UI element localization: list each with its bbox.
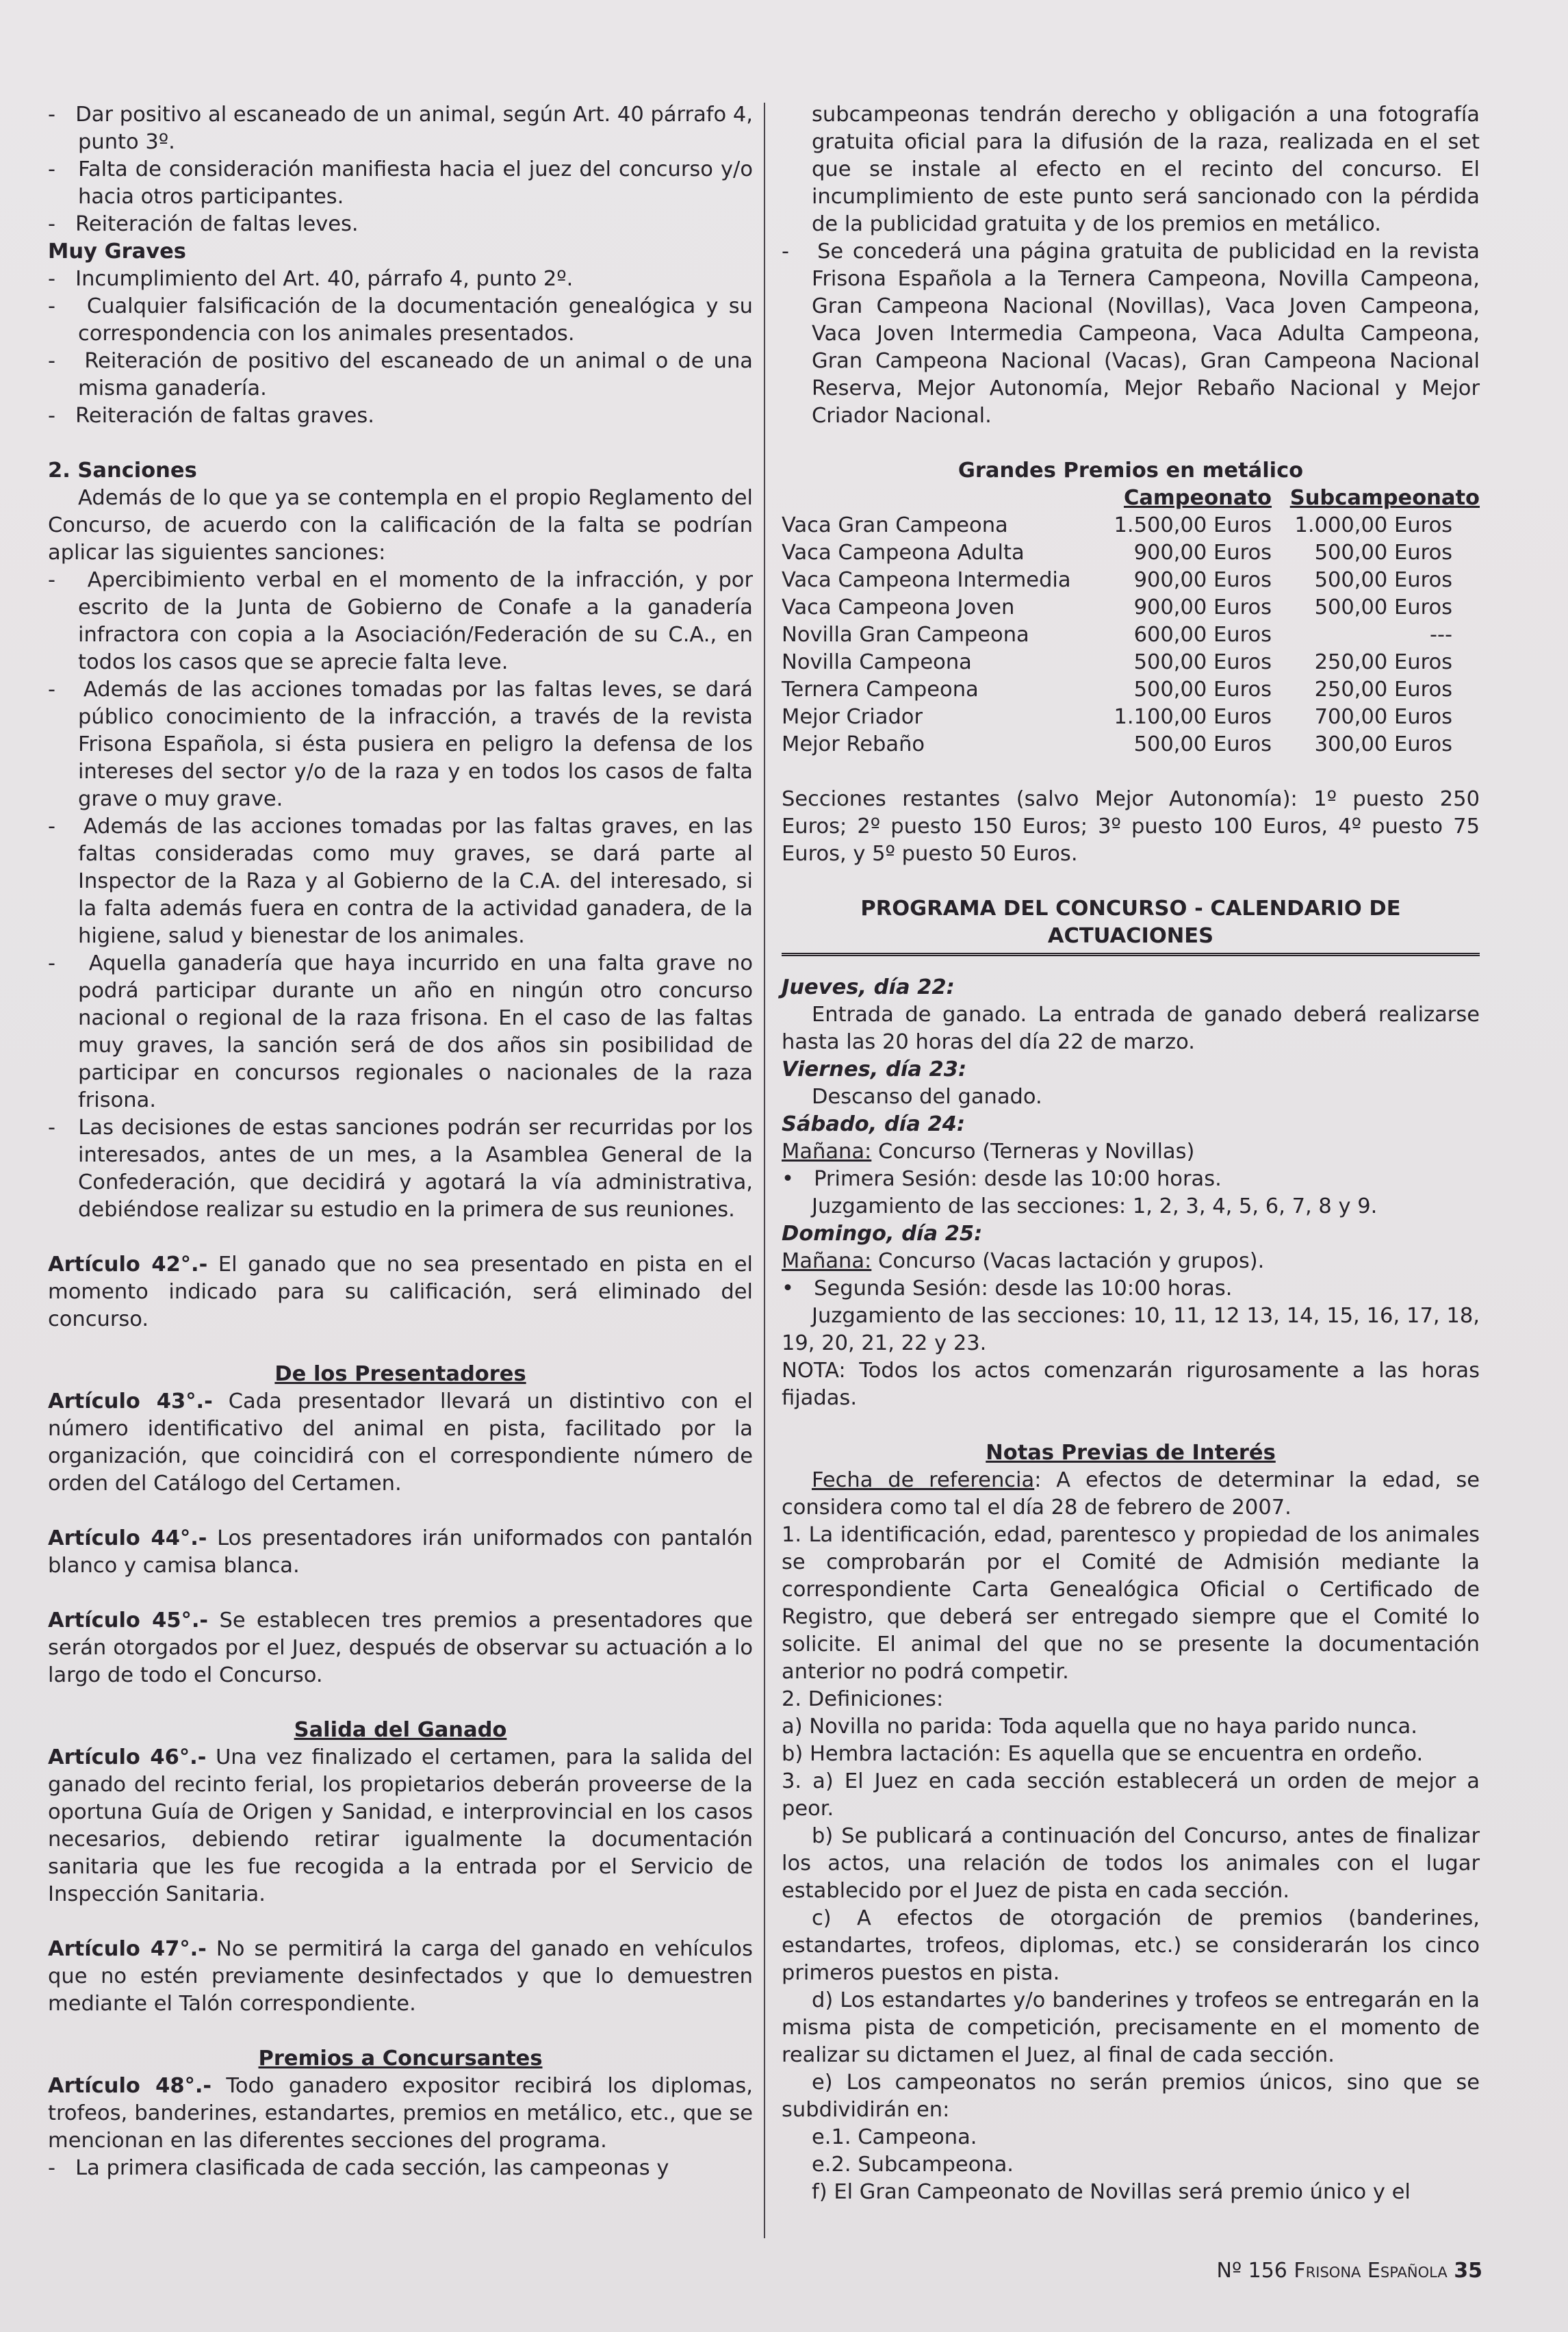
sabado-heading: Sábado, día 24: [782,1112,966,1136]
right-column [782,101,1480,2206]
nota-2: 2. Definiciones: [782,1687,944,1711]
table-row: Novilla Campeona 500,00 Euros 250,00 Euros [782,650,1452,674]
table-row: Vaca Gran Campeona 1.500,00 Euros 1.000,00 Euros [782,513,1452,537]
nota: NOTA: Todos los actos comenzarán rigurosamente a las horas fijadas. [782,1359,1480,1410]
sanciones-intro: Además de lo que ya se contempla en el propio Reglamento del Concurso, de acuerdo con la calificación de la falta se podrían aplicar las siguientes sanciones: [48,486,753,565]
fecha-referencia: Fecha de referencia: A efectos de determinar la edad, se considera como tal el día 28 de febrero de 2007. [782,1468,1480,1520]
table-row: Novilla Gran Campeona 600,00 Euros --- [782,623,1452,647]
secciones-restantes: Secciones restantes (salvo Mejor Autonomía): 1º puesto 250 Euros; 2º puesto 150 Euros; 3º puesto 100 Euros, 4º puesto 75 Euros, y 5º puesto 50 Euros. [782,787,1480,866]
table-row: Vaca Campeona Adulta 900,00 Euros 500,00 Euros [782,541,1452,565]
table-row: Mejor Criador 1.100,00 Euros 700,00 Euros [782,705,1452,729]
list-item: • Primera Sesión: desde las 10:00 horas. [782,1167,1222,1191]
viernes-heading: Viernes, día 23: [782,1058,967,1081]
muy-graves-heading: Muy Graves [48,240,186,264]
article-46: Artículo 46°.- Una vez finalizado el certamen, para la salida del ganado del recinto ferial, los propietarios deberán proveerse de la oportuna Guía de Origen y Sanidad, e interprovincial en los casos necesarios, debiendo retirar igualmente la documentación sanitaria que les fue recogida a la entrada por el Servicio de Inspección Sanitaria. [48,1745,753,1906]
table-row: Mejor Rebaño 500,00 Euros 300,00 Euros [782,732,1452,756]
nota-1: 1. La identificación, edad, parentesco y propiedad de los animales se comprobarán por el Comité de Admisión mediante la correspondiente Carta Genealógica Oficial o Certificado de Registro, que deberá ser entregado siempre que el Comité lo solicite. El animal del que no se presente la documentación anterior no podrá competir. [782,1523,1480,1684]
column-header: Subcampeonato [1289,486,1480,510]
nota-3e: e) Los campeonatos no serán premios únicos, sino que se subdividirán en: [782,2071,1480,2122]
notas-heading: Notas Previas de Interés [986,1441,1276,1465]
table-row: Ternera Campeona 500,00 Euros 250,00 Euros [782,678,1452,702]
article-42: Artículo 42°.- El ganado que no sea presentado en pista en el momento indicado para su calificación, será eliminado del concurso. [48,1253,753,1331]
nota-3e2: e.2. Subcampeona. [812,2153,1014,2177]
nota-2b: b) Hembra lactación: Es aquella que se encuentra en ordeño. [782,1742,1424,1766]
sanciones-heading: 2. Sanciones [48,459,197,483]
list-item: - La primera clasificada de cada sección, las campeonas y [48,2156,669,2180]
list-item: - Incumplimiento del Art. 40, párrafo 4, punto 2º. [48,267,574,291]
continuation-text: subcampeonas tendrán derecho y obligación a una fotografía gratuita oficial para la difusión de la raza, realizada en el set que se instale al efecto en el recinto del concurso. El incumplimiento de este punto será sancionado con la pérdida de la publicidad gratuita y de los premios en metálico. [812,103,1480,236]
domingo-heading: Domingo, día 25: [782,1222,983,1246]
domingo-manana: Mañana: Concurso (Vacas lactación y grupos). [782,1249,1265,1273]
column-header: Campeonato [1123,486,1272,510]
jueves-text: Entrada de ganado. La entrada de ganado deberá realizarse hasta las 20 horas del día 22 de marzo. [782,1003,1480,1054]
nota-3e1: e.1. Campeona. [812,2125,977,2149]
article-43: Artículo 43°.- Cada presentador llevará un distintivo con el número identificativo del animal en pista, facilitado por la organización, que coincidirá con el correspondiente número de orden del Catálogo del Certamen. [48,1389,753,1496]
list-item: - Aquella ganadería que haya incurrido en una falta grave no podrá participar durante un año en ningún otro concurso nacional o regional de la raza frisona. En el caso de las faltas muy graves, la sanción será de dos años sin posibilidad de participar en concursos regionales o nacionales de la raza frisona. [48,951,753,1112]
table-row: Vaca Campeona Intermedia 900,00 Euros 500,00 Euros [782,568,1452,592]
list-item: - Además de las acciones tomadas por las faltas graves, en las faltas consideradas como muy graves, se dará parte al Inspector de la Raza y al Gobierno de la C.A. del interesado, si la falta además fuera en contra de la actividad ganadera, de la higiene, salud y bienestar de los animales. [48,815,753,948]
magazine-name: Frisona Española [1294,2259,1448,2283]
list-item: - Falta de consideración manifiesta hacia el juez del concurso y/o hacia otros participantes. [48,157,753,209]
sabado-manana: Mañana: Concurso (Terneras y Novillas) [782,1140,1195,1164]
list-item: - Cualquier falsificación de la documentación genealógica y su correspondencia con los animales presentados. [48,294,753,346]
table-row: Vaca Campeona Joven 900,00 Euros 500,00 Euros [782,595,1452,619]
programa-heading: PROGRAMA DEL CONCURSO - CALENDARIO DE ACTUACIONES [782,895,1480,956]
list-item: - Reiteración de positivo del escaneado de un animal o de una misma ganadería. [48,349,754,400]
left-column [48,101,753,2182]
article-45: Artículo 45°.- Se establecen tres premios a presentadores que serán otorgados por el Juez, después de observar su actuación a lo largo de todo el Concurso. [48,1609,753,1687]
jueves-heading: Jueves, día 22: [782,975,955,999]
article-47: Artículo 47°.- No se permitirá la carga del ganado en vehículos que no estén previamente desinfectados y que lo demuestren mediante el Talón correspondiente. [48,1937,753,2016]
nota-3d: d) Los estandartes y/o banderines y trofeos se entregarán en la misma pista de competición, precisamente en el momento de realizar su dictamen el Juez, al final de cada sección. [782,1988,1480,2067]
nota-2a: a) Novilla no parida: Toda aquella que no haya parido nunca. [782,1715,1417,1739]
page-number: 35 [1454,2259,1482,2283]
nota-3f: f) El Gran Campeonato de Novillas será premio único y el [812,2180,1411,2204]
nota-3c: c) A efectos de otorgación de premios (banderines, estandartes, trofeos, diplomas, etc.) se considerarán los cinco primeros puestos en pista. [782,1906,1480,1985]
article-44: Artículo 44°.- Los presentadores irán uniformados con pantalón blanco y camisa blanca. [48,1526,753,1578]
prizes-header-row [782,485,1480,512]
nota-3a: 3. a) El Juez en cada sección establecerá un orden de mejor a peor. [782,1769,1480,1821]
list-item: - Reiteración de faltas leves. [48,212,359,236]
list-item: • Segunda Sesión: desde las 10:00 horas. [782,1277,1233,1300]
page-footer [1217,2259,1483,2283]
list-item: - Reiteración de faltas graves. [48,404,374,428]
list-item: - Además de las acciones tomadas por las faltas leves, se dará público conocimiento de la infracción, a través de la revista Frisona Española, si ésta pusiera en peligro la defensa de los intereses del sector y/o de la raza y en todos los casos de falta grave o muy grave. [48,678,753,811]
issue-number: Nº 156 [1216,2259,1287,2283]
presentadores-heading: De los Presentadores [274,1362,526,1386]
column-divider [764,103,765,2238]
article-48: Artículo 48°.- Todo ganadero expositor recibirá los diplomas, trofeos, banderines, estandartes, premios en metálico, etc., que se mencionan en las diferentes secciones del programa. [48,2074,753,2153]
list-item: - Dar positivo al escaneado de un animal, según Art. 40 párrafo 4, punto 3º. [48,103,754,154]
premios-heading: Premios a Concursantes [258,2047,543,2071]
viernes-text: Descanso del ganado. [812,1085,1042,1109]
prizes-title: Grandes Premios en metálico [957,459,1304,483]
salida-heading: Salida del Ganado [294,1718,507,1742]
prizes-table [782,485,1480,758]
list-item: - Las decisiones de estas sanciones podrán ser recurridas por los interesados, antes de un mes, a la Asamblea General de la Confederación, que decidirá y agotará la vía administrativa, debiéndose realizar su estudio en la primera de sus reuniones. [48,1116,753,1222]
nota-3b: b) Se publicará a continuación del Concurso, antes de finalizar los actos, una relación de todos los animales con el lugar establecido por el Juez de pista en cada sección. [782,1824,1480,1903]
list-item: - Se concederá una página gratuita de publicidad en la revista Frisona Española a la Ternera Campeona, Novilla Campeona, Gran Campeona Nacional (Novillas), Vaca Joven Campeona, Vaca Joven Intermedia Campeona, Vaca Adulta Campeona, Gran Campeona Nacional (Vacas), Gran Campeona Nacional Reserva, Mejor Autonomía, Mejor Rebaño Nacional y Mejor Criador Nacional. [782,240,1480,428]
sabado-juzgamiento: Juzgamiento de las secciones: 1, 2, 3, 4, 5, 6, 7, 8 y 9. [812,1194,1378,1218]
list-item: - Apercibimiento verbal en el momento de la infracción, y por escrito de la Junta de Gobierno de Conafe a la ganadería infractora con copia a la Asociación/Federación de su C.A., en todos los casos que se aprecie falta leve. [48,568,753,674]
domingo-juzgamiento: Juzgamiento de las secciones: 10, 11, 12 13, 14, 15, 16, 17, 18, 19, 20, 21, 22 y 23. [782,1304,1480,1355]
